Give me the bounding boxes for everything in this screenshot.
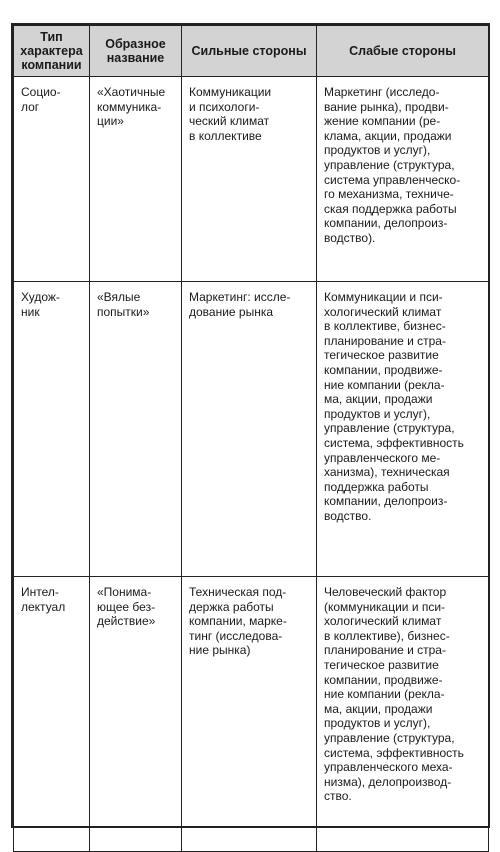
cell-figurative-name: «Хаотичные коммуника- ции» — [90, 77, 182, 282]
header-figurative-name: Образное название — [90, 26, 182, 77]
cell-weaknesses: Маркетинг (исследо- вание рынка), продви- жение компании (ре- клама, акции, продажи продуктов и услуг), управление (структура, система управленческо- го механизма, техниче- ская поддержка работы компании, делопроиз- водство). — [317, 77, 489, 282]
cell-weaknesses: Коммуникации и пси- хологический климат в коллективе, бизнес- планирование и стра- тегическое развитие компании, продвиже- ние компании (рекла- ма, акции, продажи продуктов и услуг), управление (структура, система, эффективность управленческого ме- ханизма), техническая поддержка работы компании, делопроиз- водство. — [317, 282, 489, 577]
header-weaknesses: Слабые стороны — [317, 26, 489, 77]
header-company-type: Тип характера компании — [14, 26, 90, 77]
cell-company-type: Социо- лог — [14, 77, 90, 282]
cell-company-type: Худож- ник — [14, 282, 90, 577]
company-character-table — [13, 25, 489, 852]
table-row — [14, 282, 489, 577]
cell-company-type: Интел- лектуал — [14, 577, 90, 852]
cell-strengths: Маркетинг: иссле- дование рынка — [182, 282, 317, 577]
cell-figurative-name: «Вялые попытки» — [90, 282, 182, 577]
table-row — [14, 77, 489, 282]
cell-strengths: Техническая под- держка работы компании, марке- тинг (исследова- ние рынка) — [182, 577, 317, 852]
header-strengths: Сильные стороны — [182, 26, 317, 77]
table-row — [14, 577, 489, 852]
cell-strengths: Коммуникации и психологи- ческий климат в коллективе — [182, 77, 317, 282]
header-row — [14, 26, 489, 77]
table-header — [14, 26, 489, 77]
cell-figurative-name: «Понима- ющее без- действие» — [90, 577, 182, 852]
cell-weaknesses: Человеческий фактор (коммуникации и пси- хологический климат в коллективе), бизнес- планирование и стра- тегическое развитие компании, продвиже- ние компании (рекла- ма, акции, продажи продуктов и услуг), управление (структура, система, эффективность управленческого меха- низма), делопроизвод- ство. — [317, 577, 489, 852]
company-character-table-frame — [11, 23, 490, 828]
